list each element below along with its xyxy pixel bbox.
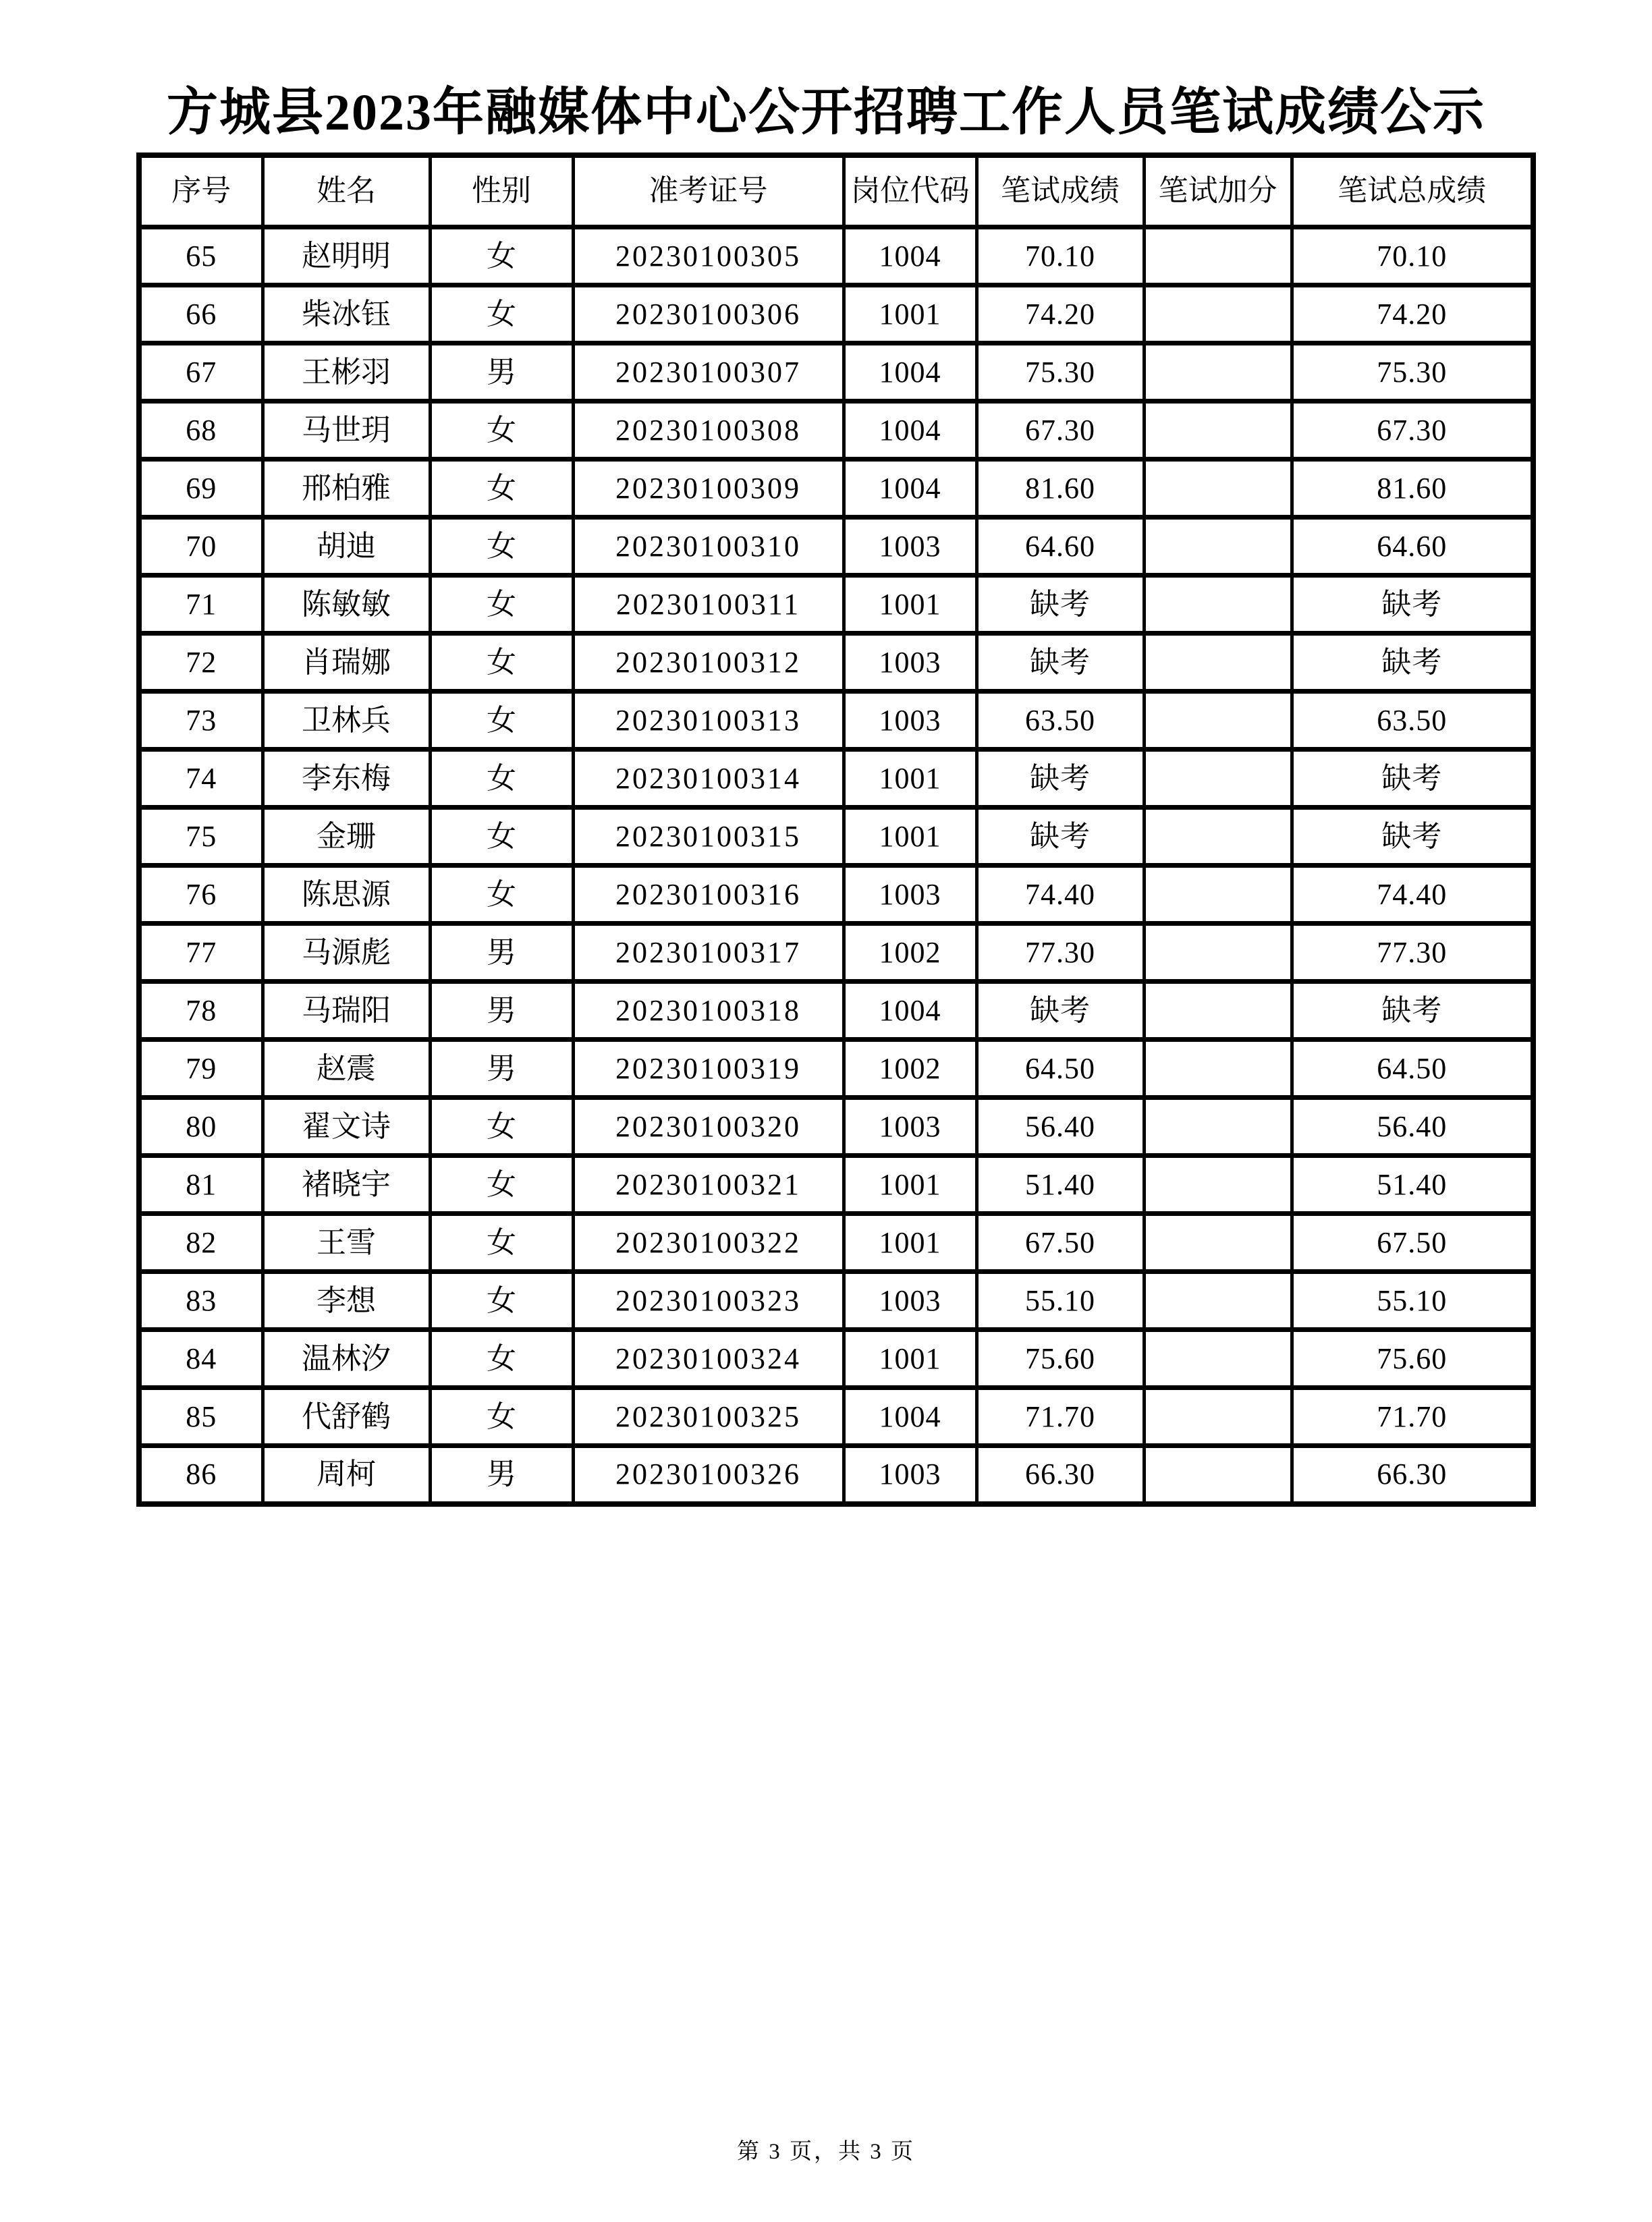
cell-score: 74.20 bbox=[976, 285, 1144, 343]
cell-post-code: 1003 bbox=[844, 1446, 976, 1504]
cell-bonus bbox=[1144, 460, 1292, 518]
cell-seq: 86 bbox=[139, 1446, 263, 1504]
cell-seq: 79 bbox=[139, 1040, 263, 1098]
cell-name: 赵震 bbox=[263, 1040, 430, 1098]
cell-post-code: 1004 bbox=[844, 343, 976, 401]
cell-bonus bbox=[1144, 866, 1292, 924]
cell-bonus bbox=[1144, 227, 1292, 285]
table-row bbox=[139, 460, 1533, 518]
cell-name: 李东梅 bbox=[263, 750, 430, 808]
col-header-bonus: 笔试加分 bbox=[1144, 155, 1292, 227]
cell-gender: 女 bbox=[430, 401, 573, 460]
cell-post-code: 1001 bbox=[844, 1214, 976, 1272]
cell-gender: 男 bbox=[430, 982, 573, 1040]
cell-bonus bbox=[1144, 982, 1292, 1040]
cell-score: 64.50 bbox=[976, 1040, 1144, 1098]
table-body bbox=[139, 227, 1533, 1504]
cell-name: 马瑞阳 bbox=[263, 982, 430, 1040]
cell-ticket-no: 20230100313 bbox=[573, 692, 844, 750]
cell-ticket-no: 20230100311 bbox=[573, 576, 844, 634]
cell-gender: 女 bbox=[430, 1272, 573, 1330]
cell-gender: 女 bbox=[430, 227, 573, 285]
cell-bonus bbox=[1144, 1156, 1292, 1214]
cell-total: 74.40 bbox=[1292, 866, 1533, 924]
cell-total: 51.40 bbox=[1292, 1156, 1533, 1214]
cell-total: 75.60 bbox=[1292, 1330, 1533, 1388]
cell-gender: 女 bbox=[430, 1388, 573, 1446]
table-row bbox=[139, 1040, 1533, 1098]
cell-ticket-no: 20230100309 bbox=[573, 460, 844, 518]
cell-name: 马世玥 bbox=[263, 401, 430, 460]
cell-ticket-no: 20230100315 bbox=[573, 808, 844, 866]
cell-gender: 女 bbox=[430, 576, 573, 634]
cell-name: 胡迪 bbox=[263, 518, 430, 576]
cell-total: 缺考 bbox=[1292, 982, 1533, 1040]
cell-score: 缺考 bbox=[976, 808, 1144, 866]
cell-post-code: 1003 bbox=[844, 634, 976, 692]
cell-total: 71.70 bbox=[1292, 1388, 1533, 1446]
cell-seq: 83 bbox=[139, 1272, 263, 1330]
cell-gender: 女 bbox=[430, 634, 573, 692]
cell-score: 81.60 bbox=[976, 460, 1144, 518]
table-row bbox=[139, 343, 1533, 401]
col-header-gender: 性别 bbox=[430, 155, 573, 227]
cell-seq: 68 bbox=[139, 401, 263, 460]
cell-seq: 73 bbox=[139, 692, 263, 750]
cell-total: 64.50 bbox=[1292, 1040, 1533, 1098]
cell-seq: 67 bbox=[139, 343, 263, 401]
col-header-score: 笔试成绩 bbox=[976, 155, 1144, 227]
cell-gender: 女 bbox=[430, 1098, 573, 1156]
cell-gender: 女 bbox=[430, 750, 573, 808]
cell-score: 55.10 bbox=[976, 1272, 1144, 1330]
cell-total: 缺考 bbox=[1292, 576, 1533, 634]
table-row bbox=[139, 1214, 1533, 1272]
table-row bbox=[139, 1098, 1533, 1156]
cell-total: 67.30 bbox=[1292, 401, 1533, 460]
cell-post-code: 1001 bbox=[844, 1330, 976, 1388]
table-row bbox=[139, 518, 1533, 576]
cell-seq: 81 bbox=[139, 1156, 263, 1214]
cell-score: 缺考 bbox=[976, 576, 1144, 634]
cell-ticket-no: 20230100314 bbox=[573, 750, 844, 808]
cell-gender: 男 bbox=[430, 1446, 573, 1504]
cell-ticket-no: 20230100325 bbox=[573, 1388, 844, 1446]
cell-post-code: 1002 bbox=[844, 924, 976, 982]
cell-total: 缺考 bbox=[1292, 750, 1533, 808]
cell-gender: 男 bbox=[430, 1040, 573, 1098]
cell-ticket-no: 20230100306 bbox=[573, 285, 844, 343]
cell-name: 马源彪 bbox=[263, 924, 430, 982]
col-header-seq: 序号 bbox=[139, 155, 263, 227]
cell-bonus bbox=[1144, 1446, 1292, 1504]
table-row bbox=[139, 576, 1533, 634]
col-header-name: 姓名 bbox=[263, 155, 430, 227]
cell-bonus bbox=[1144, 401, 1292, 460]
table-row bbox=[139, 692, 1533, 750]
table-row bbox=[139, 982, 1533, 1040]
cell-seq: 82 bbox=[139, 1214, 263, 1272]
cell-ticket-no: 20230100312 bbox=[573, 634, 844, 692]
cell-name: 柴冰钰 bbox=[263, 285, 430, 343]
table-row bbox=[139, 1272, 1533, 1330]
cell-bonus bbox=[1144, 285, 1292, 343]
table-row bbox=[139, 1388, 1533, 1446]
table-row bbox=[139, 634, 1533, 692]
cell-post-code: 1003 bbox=[844, 518, 976, 576]
cell-seq: 65 bbox=[139, 227, 263, 285]
cell-seq: 80 bbox=[139, 1098, 263, 1156]
cell-score: 64.60 bbox=[976, 518, 1144, 576]
cell-gender: 男 bbox=[430, 343, 573, 401]
cell-score: 缺考 bbox=[976, 982, 1144, 1040]
cell-post-code: 1003 bbox=[844, 866, 976, 924]
cell-score: 缺考 bbox=[976, 750, 1144, 808]
cell-seq: 85 bbox=[139, 1388, 263, 1446]
table-row bbox=[139, 401, 1533, 460]
cell-bonus bbox=[1144, 1388, 1292, 1446]
cell-seq: 75 bbox=[139, 808, 263, 866]
header-row bbox=[139, 155, 1533, 227]
cell-post-code: 1004 bbox=[844, 460, 976, 518]
cell-post-code: 1003 bbox=[844, 1098, 976, 1156]
table-row bbox=[139, 227, 1533, 285]
cell-name: 金珊 bbox=[263, 808, 430, 866]
cell-post-code: 1001 bbox=[844, 576, 976, 634]
cell-post-code: 1001 bbox=[844, 1156, 976, 1214]
cell-name: 褚晓宇 bbox=[263, 1156, 430, 1214]
cell-seq: 69 bbox=[139, 460, 263, 518]
cell-bonus bbox=[1144, 1330, 1292, 1388]
cell-total: 缺考 bbox=[1292, 634, 1533, 692]
cell-gender: 女 bbox=[430, 692, 573, 750]
cell-gender: 女 bbox=[430, 808, 573, 866]
cell-seq: 84 bbox=[139, 1330, 263, 1388]
cell-post-code: 1004 bbox=[844, 401, 976, 460]
table-row bbox=[139, 866, 1533, 924]
cell-ticket-no: 20230100307 bbox=[573, 343, 844, 401]
cell-gender: 女 bbox=[430, 460, 573, 518]
cell-gender: 女 bbox=[430, 1330, 573, 1388]
cell-ticket-no: 20230100316 bbox=[573, 866, 844, 924]
cell-name: 代舒鹤 bbox=[263, 1388, 430, 1446]
cell-bonus bbox=[1144, 1272, 1292, 1330]
cell-total: 55.10 bbox=[1292, 1272, 1533, 1330]
cell-bonus bbox=[1144, 518, 1292, 576]
cell-bonus bbox=[1144, 1214, 1292, 1272]
cell-seq: 77 bbox=[139, 924, 263, 982]
document-page bbox=[0, 84, 1652, 2164]
cell-total: 缺考 bbox=[1292, 808, 1533, 866]
cell-total: 75.30 bbox=[1292, 343, 1533, 401]
table-row bbox=[139, 924, 1533, 982]
cell-total: 81.60 bbox=[1292, 460, 1533, 518]
col-header-total: 笔试总成绩 bbox=[1292, 155, 1533, 227]
col-header-ticket-no: 准考证号 bbox=[573, 155, 844, 227]
cell-gender: 女 bbox=[430, 1214, 573, 1272]
cell-post-code: 1003 bbox=[844, 692, 976, 750]
cell-seq: 71 bbox=[139, 576, 263, 634]
page-title: 方城县2023年融媒体中心公开招聘工作人员笔试成绩公示 bbox=[167, 84, 1485, 141]
cell-name: 李想 bbox=[263, 1272, 430, 1330]
cell-seq: 72 bbox=[139, 634, 263, 692]
table-row bbox=[139, 285, 1533, 343]
cell-bonus bbox=[1144, 692, 1292, 750]
table-row bbox=[139, 1446, 1533, 1504]
cell-bonus bbox=[1144, 576, 1292, 634]
cell-score: 77.30 bbox=[976, 924, 1144, 982]
cell-score: 缺考 bbox=[976, 634, 1144, 692]
cell-post-code: 1001 bbox=[844, 285, 976, 343]
cell-bonus bbox=[1144, 1098, 1292, 1156]
cell-name: 卫林兵 bbox=[263, 692, 430, 750]
cell-post-code: 1001 bbox=[844, 750, 976, 808]
cell-total: 64.60 bbox=[1292, 518, 1533, 576]
cell-seq: 76 bbox=[139, 866, 263, 924]
cell-name: 赵明明 bbox=[263, 227, 430, 285]
cell-name: 肖瑞娜 bbox=[263, 634, 430, 692]
cell-score: 56.40 bbox=[976, 1098, 1144, 1156]
cell-score: 70.10 bbox=[976, 227, 1144, 285]
cell-ticket-no: 20230100321 bbox=[573, 1156, 844, 1214]
cell-name: 周柯 bbox=[263, 1446, 430, 1504]
cell-bonus bbox=[1144, 634, 1292, 692]
table-row bbox=[139, 808, 1533, 866]
table-row bbox=[139, 1330, 1533, 1388]
cell-ticket-no: 20230100322 bbox=[573, 1214, 844, 1272]
cell-gender: 女 bbox=[430, 866, 573, 924]
cell-score: 63.50 bbox=[976, 692, 1144, 750]
cell-name: 王彬羽 bbox=[263, 343, 430, 401]
cell-total: 74.20 bbox=[1292, 285, 1533, 343]
cell-ticket-no: 20230100323 bbox=[573, 1272, 844, 1330]
cell-ticket-no: 20230100310 bbox=[573, 518, 844, 576]
cell-score: 75.60 bbox=[976, 1330, 1144, 1388]
cell-total: 77.30 bbox=[1292, 924, 1533, 982]
cell-gender: 女 bbox=[430, 1156, 573, 1214]
cell-score: 71.70 bbox=[976, 1388, 1144, 1446]
table-row bbox=[139, 750, 1533, 808]
cell-bonus bbox=[1144, 1040, 1292, 1098]
cell-ticket-no: 20230100305 bbox=[573, 227, 844, 285]
cell-total: 56.40 bbox=[1292, 1098, 1533, 1156]
col-header-post-code: 岗位代码 bbox=[844, 155, 976, 227]
cell-seq: 70 bbox=[139, 518, 263, 576]
cell-post-code: 1003 bbox=[844, 1272, 976, 1330]
cell-ticket-no: 20230100320 bbox=[573, 1098, 844, 1156]
cell-name: 王雪 bbox=[263, 1214, 430, 1272]
cell-post-code: 1001 bbox=[844, 808, 976, 866]
cell-bonus bbox=[1144, 750, 1292, 808]
cell-gender: 女 bbox=[430, 285, 573, 343]
cell-post-code: 1004 bbox=[844, 1388, 976, 1446]
cell-score: 66.30 bbox=[976, 1446, 1144, 1504]
cell-post-code: 1002 bbox=[844, 1040, 976, 1098]
page-footer: 第 3 页，共 3 页 bbox=[737, 2140, 915, 2164]
table-row bbox=[139, 1156, 1533, 1214]
cell-total: 66.30 bbox=[1292, 1446, 1533, 1504]
cell-total: 63.50 bbox=[1292, 692, 1533, 750]
cell-bonus bbox=[1144, 808, 1292, 866]
cell-post-code: 1004 bbox=[844, 227, 976, 285]
cell-ticket-no: 20230100319 bbox=[573, 1040, 844, 1098]
cell-score: 67.50 bbox=[976, 1214, 1144, 1272]
cell-name: 邢柏雅 bbox=[263, 460, 430, 518]
cell-score: 74.40 bbox=[976, 866, 1144, 924]
cell-ticket-no: 20230100318 bbox=[573, 982, 844, 1040]
cell-gender: 女 bbox=[430, 518, 573, 576]
cell-score: 51.40 bbox=[976, 1156, 1144, 1214]
cell-ticket-no: 20230100324 bbox=[573, 1330, 844, 1388]
cell-name: 陈敏敏 bbox=[263, 576, 430, 634]
cell-post-code: 1004 bbox=[844, 982, 976, 1040]
cell-seq: 74 bbox=[139, 750, 263, 808]
cell-score: 67.30 bbox=[976, 401, 1144, 460]
cell-ticket-no: 20230100326 bbox=[573, 1446, 844, 1504]
cell-score: 75.30 bbox=[976, 343, 1144, 401]
cell-seq: 66 bbox=[139, 285, 263, 343]
cell-bonus bbox=[1144, 924, 1292, 982]
cell-name: 翟文诗 bbox=[263, 1098, 430, 1156]
cell-total: 67.50 bbox=[1292, 1214, 1533, 1272]
cell-name: 陈思源 bbox=[263, 866, 430, 924]
cell-ticket-no: 20230100317 bbox=[573, 924, 844, 982]
cell-name: 温林汐 bbox=[263, 1330, 430, 1388]
cell-seq: 78 bbox=[139, 982, 263, 1040]
cell-ticket-no: 20230100308 bbox=[573, 401, 844, 460]
score-table bbox=[136, 152, 1536, 1507]
cell-gender: 男 bbox=[430, 924, 573, 982]
cell-bonus bbox=[1144, 343, 1292, 401]
cell-total: 70.10 bbox=[1292, 227, 1533, 285]
